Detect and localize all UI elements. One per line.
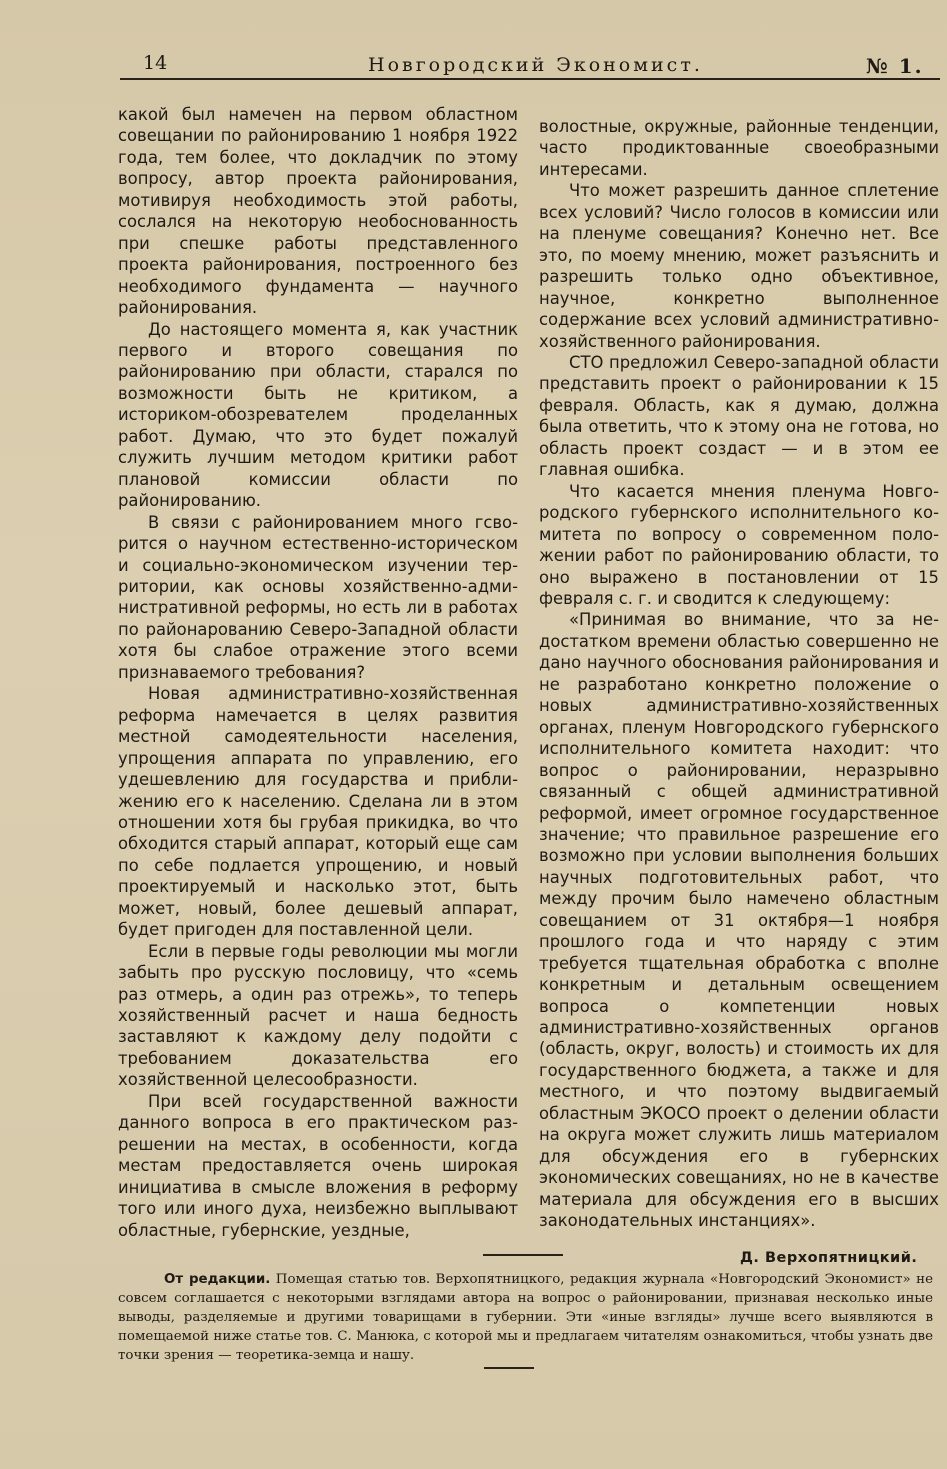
right-column: [539, 116, 939, 1232]
paragraph: В связи с районированием много гсворится о научном естественно-историческом и социально-экономическом изучении территории, как основы хозяйственно-административной реформы, но есть ли в работах по районарованию Северо-Западной области хотя бы слабое отражение этого всеми признаваемого требования?: [118, 512, 518, 682]
editorial-note: [118, 1270, 933, 1365]
signature-rule: [483, 1254, 563, 1256]
header-rule: [120, 78, 940, 80]
bottom-rule: [484, 1367, 534, 1369]
editorial-note-label: От редакции.: [164, 1272, 271, 1287]
issue-number: № 1.: [866, 54, 924, 78]
left-column: [118, 104, 518, 1241]
paragraph: СТО предложил Северо-западной области представить проект о районировании к 15 февраля. Область, как я думаю, должна была ответить, что к этому она не готова, но область проект создаст — и в этом ее главная ошибка.: [539, 352, 939, 480]
paragraph: До настоящего момента я, как участник первого и второго совещания по районированию при области, старался по возможности быть не критиком, а историком-обозревателем проделанных работ. Думаю, что это будет пожалуй служить лучшим методом критики работ плановой комиссии области по районированию.: [118, 319, 518, 511]
paragraph: какой был намечен на первом областном совещании по районированию 1 ноября 1922 года, тем более, что докладчик по этому вопросу, автор проекта районирования, мотивируя необходимость этой работы, сослался на некоторую необоснованность при спешке работы представленного проекта районирования, построенного без необходимого фундамента — научного районирования.: [118, 105, 518, 318]
paragraph: Что касается мнения пленума Новгородского губернского исполнительного комитета по вопросу о современном положении работ по районированию области, то оно выражено в постановлении от 15 февраля с. г. и сводится к следующему:: [539, 481, 939, 608]
paragraph: Если в первые годы революции мы могли забыть про русскую пословицу, что «семь раз отмерь, а один раз отрежь», то теперь хозяйственный расчет и наша бедность заставляют к каждому делу подойти с требованием доказательства его хозяйственной целесообразности.: [118, 941, 518, 1090]
journal-title: Новгородский Экономист.: [368, 54, 703, 76]
paragraph: Новая административно-хозяйственная реформа намечается в целях развития местной самодеятельности населения, упрощения аппарата по управлению, его удешевлению для государства и приближению его к населению. Сделана ли в этом отношении хотя бы грубая прикидка, во что обходится старый аппарат, который еще сам по себе подлается упрощению, и новый проектируемый и насколько этот, быть может, новый, более дешевый аппарат, будет пригоден для поставленной цели.: [118, 684, 518, 940]
editorial-note-text: Помещая статью тов. Верхопятницкого, редакция журнала «Новгородский Экономист» не совсем соглашается с некоторыми взглядами автора на вопрос о районировании, признавая несколько иные выводы, разделяемые и другими товарищами в губернии. Эти «иные взгляды» лучше всего выявляются в помещаемой ниже статье тов. С. Манюка, с которой мы и предлагаем читателям ознакомиться, чтобы узнать две точки зрения — теоретика-земца и нашу.: [118, 1272, 933, 1363]
paragraph: При всей государственной важности данного вопроса в его практическом разрешении на местах, в особенности, когда местам предоставляется очень широкая инициатива в смысле вложения в реформу того или иного духа, неизбежно выплывают областные, губернские, уездные,: [118, 1091, 518, 1240]
paragraph: волостные, окружные, районные тенденции, часто продиктованные своеобразными интересами.: [539, 117, 939, 179]
page-header: [0, 52, 947, 86]
page-number: 14: [143, 52, 168, 74]
paragraph: Что может разрешить данное сплетение всех условий? Число голосов в комиссии или на пленуме совещания? Конечно нет. Все это, по моему мнению, может разъяснить и разрешить только одно объективное, научное, конкретно выполненное содержание всех условий административно-хозяйственного районирования.: [539, 181, 939, 351]
author-signature: Д. Верхопятницкий.: [740, 1250, 918, 1266]
quoted-resolution: «Принимая во внимание, что за недостатком времени областью совершенно не дано научного обоснования районирования и не разработано конкретно положение о новых административно-хозяйственных органах, пленум Новгородского губернского исполнительного комитета находит: что вопрос о районировании, неразрывно связанный с общей административной реформой, имеет огромное государственное значение; что правильное разрешение его возможно при условии выполнения больших научных подготовительных работ, что между прочим было намечено областным совещанием от 31 октября—1 ноября прошлого года и что наряду с этим требуется тщательная обработка с вполне конкретным и детальным освещением вопроса о компетенции новых административно-хозяйственных органов (область, округ, волость) и стоимость их для государственного бюджета, а также и для местного, и что поэтому выдвигаемый областным ЭКОСО проект о делении области на округа может служить лишь материалом для обсуждения его в губернских экономических совещаниях, но не в качестве материала для обсуждения его в высших законодательных инстанциях».: [539, 610, 939, 1231]
